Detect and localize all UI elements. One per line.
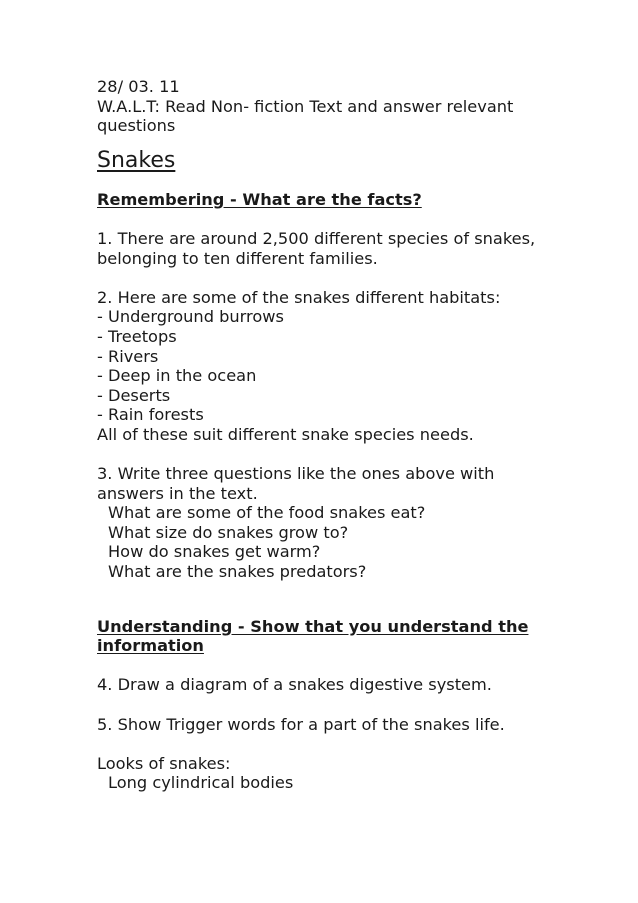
q1-line-1: 1. There are around 2,500 different species of snakes, [97,228,536,248]
walt-line-1: W.A.L.T: Read Non- fiction Text and answer relevant [97,96,514,116]
list-item: - Rain forests [97,405,204,425]
list-item: What are some of the food snakes eat? [108,503,426,523]
list-item: - Underground burrows [97,307,284,327]
habitat-list [97,307,617,425]
q1-line-2: belonging to ten different families. [97,248,378,268]
spacer [97,268,617,288]
q2-intro: 2. Here are some of the snakes different habitats: [97,287,501,307]
q2-summary: All of these suit different snake species needs. [97,424,474,444]
list-item: What size do snakes grow to? [108,522,349,542]
looks-label: Looks of snakes: [97,753,231,773]
spacer [97,445,617,465]
document-page [97,77,617,793]
understanding-heading-line-2: information [97,636,204,656]
list-item: What are the snakes predators? [108,562,367,582]
walt-line-2: questions [97,116,176,136]
question-list [97,503,617,581]
list-item: - Rivers [97,346,159,366]
list-item: Long cylindrical bodies [108,773,294,793]
remembering-heading: Remembering - What are the facts? [97,189,422,209]
spacer [97,656,617,676]
date-text: 28/ 03. 11 [97,77,180,96]
list-item: - Treetops [97,326,177,346]
spacer [97,734,617,754]
spacer [97,695,617,715]
understanding-heading-line-1: Understanding - Show that you understand the [97,616,529,636]
list-item: - Deep in the ocean [97,366,257,386]
document-title: Snakes [97,147,176,173]
q3-line-2: answers in the text. [97,483,258,503]
q3-line-1: 3. Write three questions like the ones above with [97,464,495,484]
list-item: - Deserts [97,385,171,405]
q5-text: 5. Show Trigger words for a part of the snakes life. [97,714,505,734]
spacer [97,209,617,229]
q4-text: 4. Draw a diagram of a snakes digestive system. [97,675,492,695]
list-item: How do snakes get warm? [108,542,321,562]
spacer [97,582,617,617]
